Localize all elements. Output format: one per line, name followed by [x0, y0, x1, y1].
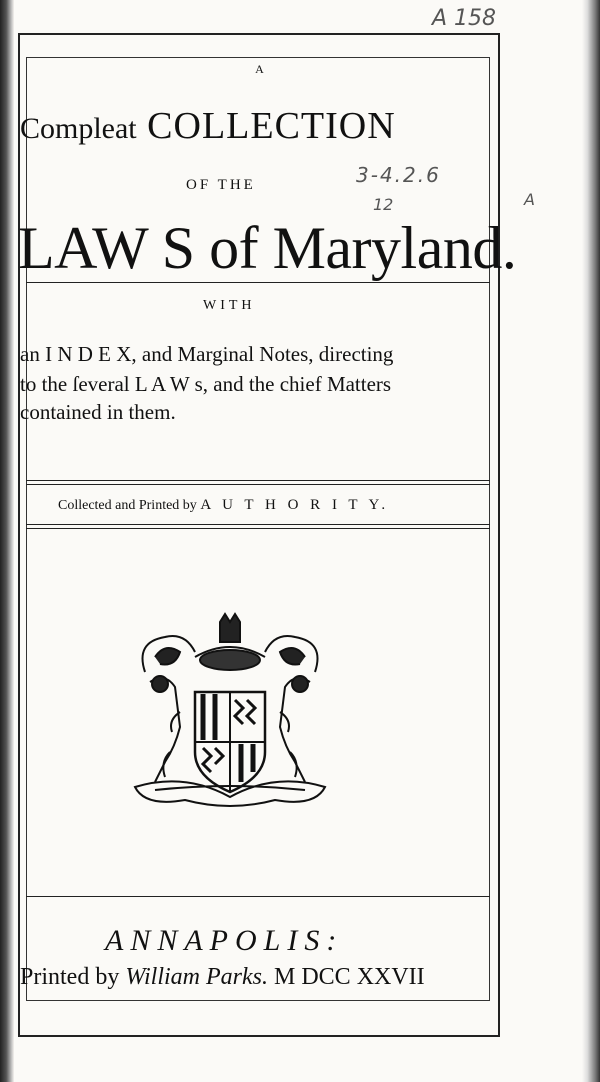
rule-above-authority: [26, 480, 490, 485]
authority-prefix: Collected and Printed by: [58, 498, 197, 513]
imprint-prefix: Printed by: [20, 964, 120, 990]
fraction-annotation: 12: [373, 195, 394, 214]
rule-under-title: [26, 282, 490, 283]
authority-line: [58, 497, 389, 514]
inner-border: [26, 57, 490, 1001]
printer-name: William Parks.: [125, 964, 268, 990]
imprint-year: M DCC XXVII: [274, 964, 425, 990]
binding-shadow-right: [582, 0, 600, 1082]
imprint-place: ANNAPOLIS:: [105, 924, 344, 957]
with-line: WITH: [203, 298, 256, 313]
body-line-2: to the ſeveral L A W s, and the chief Matters: [20, 372, 392, 396]
authority-caps: A U T H O R I T Y.: [200, 497, 390, 513]
body-line-1: an I N D E X, and Marginal Notes, directing: [20, 342, 394, 366]
title-word-compleat: Compleat: [20, 112, 137, 145]
body-line-3: contained in them.: [20, 400, 176, 424]
small-annotation: A: [524, 190, 535, 209]
rule-below-authority: [26, 524, 490, 529]
catalog-annotation: A 158: [432, 6, 497, 31]
title-word-collection: COLLECTION: [147, 105, 396, 147]
title-line-1: [20, 104, 396, 148]
title-line-2: LAW S of Maryland.: [18, 215, 517, 281]
binding-shadow-left: [0, 0, 14, 1082]
imprint-line: [20, 964, 425, 991]
heading-a: A: [255, 62, 265, 76]
rule-above-imprint: [26, 896, 490, 897]
of-the-line: OF THE: [186, 177, 256, 193]
coat-of-arms-icon: [125, 612, 335, 812]
price-annotation: 3-4.2.6: [356, 163, 441, 187]
